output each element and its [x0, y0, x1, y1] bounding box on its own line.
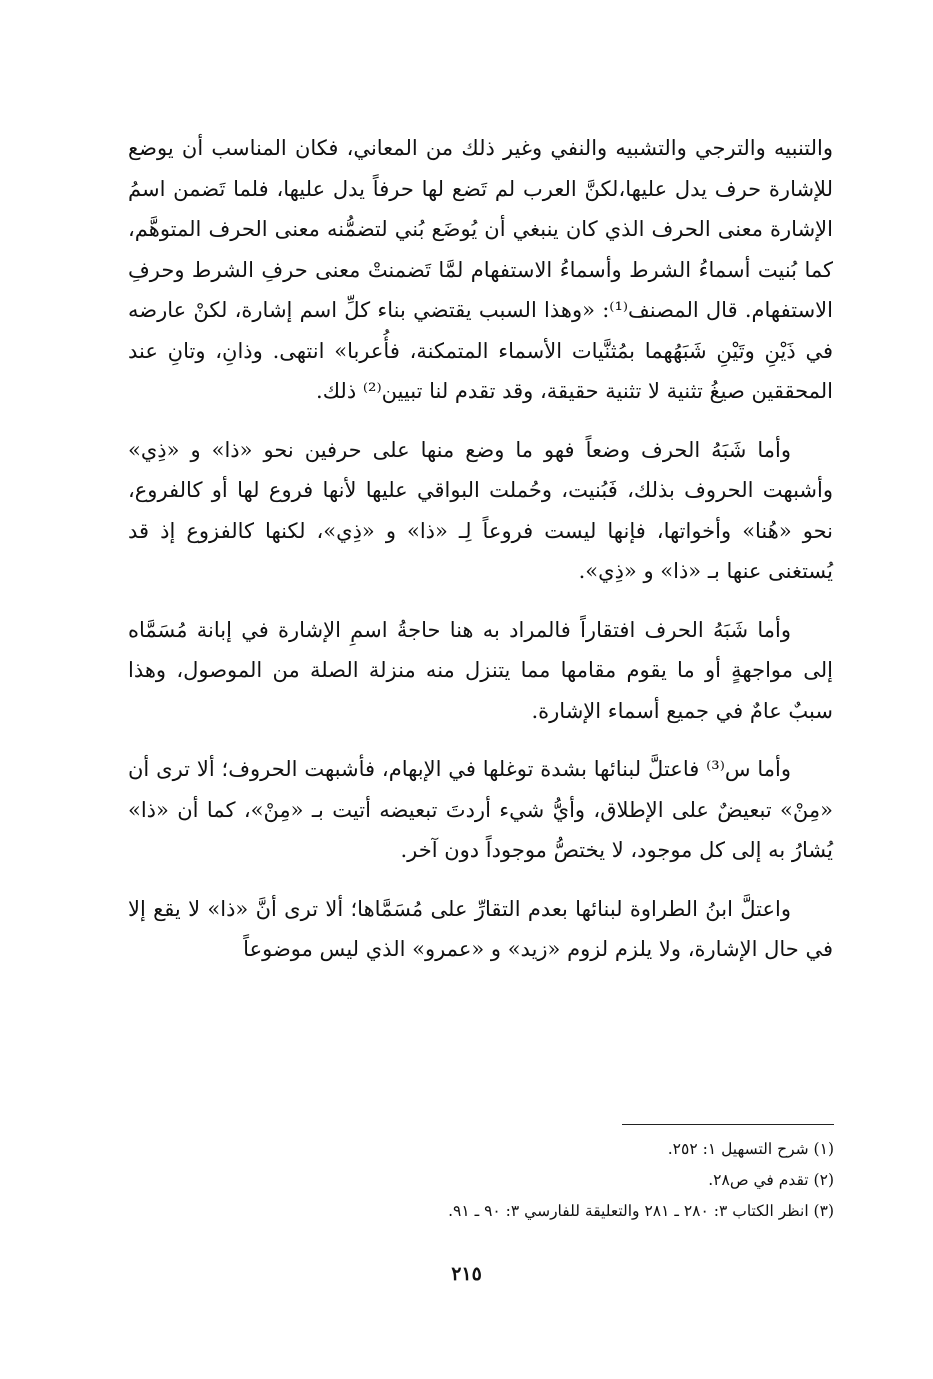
paragraph-5: واعتلَّ ابنُ الطراوة لبنائها بعدم التقارِّ على مُسَمَّاها؛ ألا ترى أنَّ «ذا» لا يقع إلا في حال الإشارة، ولا يلزم لزوم «زيد» و «عمرو» الذي ليس موضوعاً	[128, 896, 833, 961]
paragraph-4: وأما س⁽³⁾ فاعتلَّ لبنائها بشدة توغلها في الإبهام، فأشبهت الحروف؛ ألا ترى أن «مِنْ» تبعيضٌ على الإطلاق، وأيُّ شيء أردتَ تبعيضه أتيت بـ «مِنْ»، كما أن «ذا» يُشارُ به إلى كل موجود، لا يختصُّ موجوداً دون آخر.	[128, 757, 833, 862]
footnote-2: (٢) تقدم في ص٢٨.	[708, 1171, 834, 1189]
paragraph-1: والتنبيه والترجي والتشبيه والنفي وغير ذلك من المعاني، فكان المناسب أن يوضع للإشارة حرف يدل عليها،لكنَّ العرب لم تَضع لها حرفاً يدل عليها، فلما تَضمن اسمُ الإشارة معنى الحرف الذي كان ينبغي أن يُوضَع بُني لتضمُّنه معنى الحرف المتوهَّم، كما بُنيت أسماءُ الشرط وأسماءُ الاستفهام لمَّا تَضمنتْ معنى حرفِ الشرط وحرفِ الاستفهام. قال المصنف⁽¹⁾: «وهذا السبب يقتضي بناء كلِّ اسم إشارة، لكنْ عارضه في ذَيْنِ وتَيْنِ شَبَهُهما بمُثنَّيات الأسماء المتمكنة، فأُعربا» انتهى. وذانِ، وتانِ عند المحققين صيغُ تثنية لا تثنية حقيقة، وقد تقدم لنا تبيين⁽²⁾ ذلك.	[128, 136, 833, 403]
footnote-3: (٣) انظر الكتاب ٣: ٢٨٠ ـ ٢٨١ والتعليقة للفارسي ٣: ٩٠ ـ ٩١.	[448, 1202, 834, 1220]
footnotes	[274, 1134, 834, 1227]
page-number: ٢١٥	[451, 1263, 482, 1285]
footnote-1: (١) شرح التسهيل ١: ٢٥٢.	[667, 1140, 834, 1158]
main-text	[128, 128, 833, 970]
paragraph-3: وأما شَبَهُ الحرف افتقاراً فالمراد به هنا حاجةُ اسمِ الإشارة في إبانة مُسَمَّاه إلى مواجهةٍ أو ما يقوم مقامها مما يتنزل منه منزلة الصلة من الموصول، وهذا سببٌ عامٌ في جميع أسماء الإشارة.	[128, 617, 833, 723]
footnote-divider	[622, 1124, 834, 1125]
paragraph-2: وأما شَبَهُ الحرف وضعاً فهو ما وضع منها على حرفين نحو «ذا» و «ذِي» وأشبهت الحروف بذلك، فَبُنيت، وحُملت البواقي عليها لأنها فروع لها أو كالفروع، نحو «هُنا» وأخواتها، فإنها ليست فروعاً لِـ «ذا» و «ذِي»، لكنها كالفزوع إذ قد يُستغنى عنها بـ «ذا» و «ذِي».	[128, 437, 833, 583]
